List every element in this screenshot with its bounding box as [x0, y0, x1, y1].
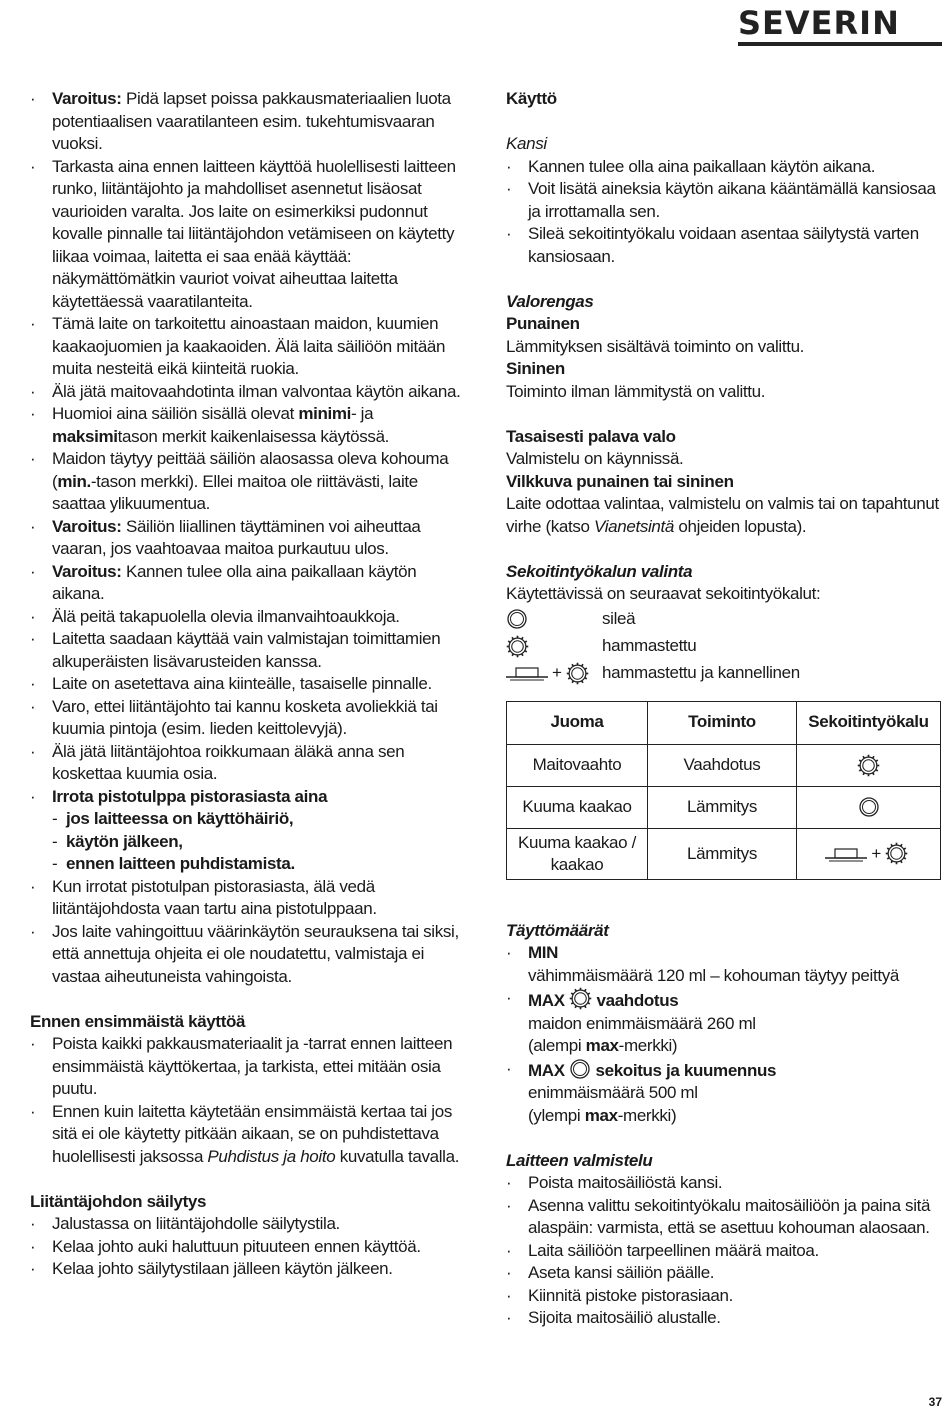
table-row	[507, 744, 941, 786]
drink-cell: Kuuma kaakao / kaakao	[507, 828, 648, 879]
bullet: ·	[30, 561, 36, 581]
fill-max1-line1: maidon enimmäismäärä 260 ml	[528, 1013, 756, 1033]
safety-text: Huomioi aina säiliön sisällä olevat	[52, 404, 299, 423]
unplug-subitem-text: käytön jälkeen,	[66, 831, 183, 851]
tool-heading: Sekoitintyökalun valinta	[506, 561, 693, 581]
toothed-whisk-icon	[506, 635, 529, 658]
table-header: Sekoitintyökalu	[797, 701, 941, 744]
tool-label: hammastettu	[602, 635, 697, 655]
bullet: ·	[30, 629, 36, 648]
prep-text: Poista maitosäiliöstä kansi.	[528, 1173, 723, 1192]
fill-max1-l2b: max	[585, 1036, 619, 1055]
safety-item	[30, 156, 470, 314]
safety-item	[30, 516, 470, 561]
tool-intro: Käytettävissä on seuraavat sekoitintyökalut:	[506, 584, 821, 603]
unplug-title: Irrota pistotulppa pistorasiasta aina	[52, 786, 328, 806]
safety-text: Laitetta saadaan käyttää vain valmistajan toimittamien alkuperäisten lisävarusteiden kanssa.	[52, 629, 441, 671]
table-row	[507, 786, 941, 828]
lid-text: Voit lisätä aineksia käytön aikana kääntämällä kansiosaa ja irrottamalla sen.	[528, 179, 936, 221]
dash: -	[52, 809, 58, 828]
blink-text-i: Vianetsintä	[594, 516, 675, 536]
blink-text-b: ohjeiden lopusta).	[674, 516, 807, 536]
fill-min-text: vähimmäismäärä 120 ml – kohouman täytyy peittyä	[528, 965, 899, 985]
bullet: ·	[506, 1173, 512, 1192]
lid-item	[506, 178, 942, 223]
dash: -	[52, 831, 58, 851]
prep-list	[506, 1172, 942, 1330]
safety-text: Säiliön liiallinen täyttäminen voi aiheuttaa vaaran, jos vaahtoavaa maitoa purkautuu ulos.	[52, 516, 421, 558]
unplug-subitem	[30, 831, 470, 854]
page-number: 37	[928, 1395, 942, 1409]
prep-text: Sijoita maitosäiliö alustalle.	[528, 1308, 721, 1327]
lid-plus-toothed-whisk-icon	[506, 662, 589, 685]
bullet: ·	[30, 606, 36, 626]
fill-heading: Täyttömäärät	[506, 920, 609, 940]
steady-heading: Tasaisesti palava valo	[506, 426, 676, 446]
prep-heading: Laitteen valmistelu	[506, 1150, 653, 1170]
lid-text: Sileä sekoitintyökalu voidaan asentaa säilytystä varten kansiosaan.	[528, 224, 919, 266]
bullet: ·	[30, 741, 36, 761]
prep-text: Laita säiliöön tarpeellinen määrä maitoa.	[528, 1240, 819, 1260]
tool-list	[506, 606, 942, 687]
bullet: ·	[30, 314, 36, 333]
cord-text: Jalustassa on liitäntäjohdolle säilytystila.	[52, 1214, 340, 1233]
safety-item	[30, 606, 470, 629]
function-cell: Lämmitys	[648, 828, 797, 879]
safety-bold: minimi	[298, 404, 351, 423]
prep-item	[506, 1172, 942, 1195]
safety-text: Maidon täytyy peittää säiliön alaosassa oleva kohouma (	[52, 449, 449, 491]
fill-max1-suffix: vaahdotus	[596, 991, 679, 1010]
plus-sign: +	[552, 662, 562, 682]
warning-label: Varoitus:	[52, 89, 122, 108]
fill-max2-l2a: (ylempi	[528, 1105, 585, 1125]
fill-max1-l2c: -merkki)	[618, 1036, 678, 1055]
bullet: ·	[30, 696, 36, 716]
fill-min-item	[506, 942, 942, 987]
bullet: ·	[30, 1034, 36, 1053]
use-heading: Käyttö	[506, 89, 557, 108]
safety-item	[30, 448, 470, 516]
safety-text: Laite on asetettava aina kiinteälle, tasaiselle pinnalle.	[52, 674, 432, 693]
prep-item	[506, 1285, 942, 1308]
lid-plus-toothed-whisk-icon	[825, 842, 908, 865]
table-header: Juoma	[507, 701, 648, 744]
safety-bold: min.	[57, 471, 91, 491]
safety-text: Tarkasta aina ennen laitteen käyttöä huolellisesti laitteen runko, liitäntäjohto ja mahdolliset asennetut lisäosat vaurioiden varalta. Jos laite on esimerkiksi pudonnut kovalle pinnalle tai liitäntäjohdon vetämiseen on käytetty liikaa voimaa, laitetta ei saa enää käyttää: näkymättömätkin vauriot voivat aiheuttaa laitetta käytettäessä vaaratilanteita.	[52, 156, 456, 311]
bullet: ·	[30, 516, 36, 536]
safety-item	[30, 741, 470, 786]
lid-text: Kannen tulee olla aina paikallaan käytön aikana.	[528, 156, 876, 176]
left-column	[30, 88, 470, 1281]
safety-item	[30, 628, 470, 673]
bullet: ·	[506, 1058, 512, 1078]
tool-label: hammastettu ja kannellinen	[602, 662, 800, 682]
tool-option	[506, 606, 942, 633]
table-body	[507, 744, 941, 879]
cord-text: Kelaa johto säilytystilaan jälleen käytön jälkeen.	[52, 1259, 393, 1278]
smooth-whisk-icon	[506, 608, 528, 630]
unplug-item	[30, 786, 470, 809]
warning-label: Varoitus:	[52, 516, 122, 536]
bullet: ·	[506, 224, 512, 243]
toothed-whisk-icon	[569, 987, 592, 1010]
safety-text: Kun irrotat pistotulpan pistorasiasta, älä vedä liitäntäjohdosta vaan tartu aina pistotulppaan.	[52, 876, 377, 918]
safety-text: Jos laite vahingoittuu väärinkäytön seurauksena tai siksi, että annettuja ohjeita ei ole noudatettu, valmistaja ei vastaa aiheutuneista vahingoista.	[52, 921, 459, 986]
bullet: ·	[30, 449, 36, 468]
fill-max1-l2a: (alempi	[528, 1036, 586, 1055]
warning-label: Varoitus:	[52, 561, 122, 581]
light-ring-heading: Valorengas	[506, 291, 594, 311]
bullet: ·	[30, 1236, 36, 1256]
plus-sign: +	[871, 843, 881, 863]
safety-item	[30, 876, 470, 921]
bullet: ·	[506, 1240, 512, 1260]
safety-text: tason merkit kaikenlaisessa käytössä.	[117, 426, 390, 446]
drink-cell: Kuuma kaakao	[507, 786, 648, 828]
bullet: ·	[30, 404, 36, 423]
first-use-item	[30, 1033, 470, 1101]
bullet: ·	[30, 89, 36, 108]
fill-min-label: MIN	[528, 943, 559, 962]
safety-list-2	[30, 876, 470, 989]
cord-storage-heading: Liitäntäjohdon säilytys	[30, 1191, 207, 1211]
first-use-text-2a: Ennen kuin laitetta käytetään ensimmäistä kertaa tai jos sitä ei ole käytetty pitkään aikaan, se on puhdistettava huolellisesti jaksossa	[52, 1101, 452, 1166]
tool-cell	[797, 744, 941, 786]
prep-text: Aseta kansi säiliön päälle.	[528, 1263, 715, 1282]
table-header-row	[507, 701, 941, 744]
safety-item	[30, 561, 470, 606]
bullet: ·	[506, 1308, 512, 1327]
tool-cell	[797, 828, 941, 879]
cord-text: Kelaa johto auki haluttuun pituuteen ennen käyttöä.	[52, 1236, 421, 1256]
bullet: ·	[506, 1285, 512, 1305]
safety-text: -tason merkki). Ellei maitoa ole riittävästi, laite saattaa ylikuumentua.	[52, 471, 418, 513]
safety-text: Varo, ettei liitäntäjohto tai kannu kosketa avoliekkiä tai kuumia pintoja (esim. lieden keittolevyjä).	[52, 696, 438, 738]
smooth-whisk-icon	[569, 1058, 591, 1080]
prep-item	[506, 1195, 942, 1240]
safety-text: Älä peitä takapuolella olevia ilmanvaihtoaukkoja.	[52, 606, 400, 626]
prep-text: Kiinnitä pistoke pistorasiaan.	[528, 1285, 733, 1305]
cord-item	[30, 1236, 470, 1259]
fill-max2-l2b: max	[584, 1105, 618, 1125]
prep-text: Asenna valittu sekoitintyökalu maitosäiliöön ja paina sitä alaspäin: varmista, että se asettuu kohouman alaosaan.	[528, 1195, 931, 1237]
safety-item	[30, 696, 470, 741]
blink-text-a: Laite odottaa valintaa, valmistelu on valmis tai on tapahtunut virhe (katso	[506, 494, 939, 536]
red-heading: Punainen	[506, 314, 580, 333]
blue-heading: Sininen	[506, 359, 565, 378]
smooth-whisk-icon	[858, 796, 880, 818]
function-cell: Lämmitys	[648, 786, 797, 828]
right-column	[506, 88, 942, 1330]
lid-item	[506, 156, 942, 179]
bullet: ·	[506, 179, 512, 198]
blink-heading: Vilkkuva punainen tai sininen	[506, 471, 734, 491]
fill-max2-suffix: sekoitus ja kuumennus	[595, 1060, 777, 1080]
tool-table	[506, 701, 941, 880]
bullet: ·	[30, 876, 36, 896]
bullet: ·	[30, 156, 36, 176]
first-use-text-1: Poista kaikki pakkausmateriaalit ja -tarrat ennen laitteen ensimmäistä käyttökertaa, ja tarkista, ettei mitään osia puutu.	[52, 1034, 453, 1098]
lid-heading: Kansi	[506, 134, 547, 153]
safety-item	[30, 673, 470, 696]
bullet: ·	[30, 674, 36, 693]
safety-text: Kannen tulee olla aina paikallaan käytön aikana.	[52, 561, 417, 603]
logo-underline	[738, 42, 942, 46]
toothed-whisk-icon	[857, 754, 880, 777]
fill-max1-item	[506, 987, 942, 1058]
steady-text: Valmistelu on käynnissä.	[506, 449, 684, 468]
table-row	[507, 828, 941, 879]
safety-item	[30, 313, 470, 381]
brand-name: SEVERIN	[738, 4, 900, 42]
bullet: ·	[30, 921, 36, 941]
fill-max2-item	[506, 1058, 942, 1128]
safety-item	[30, 403, 470, 448]
table-header: Toiminto	[648, 701, 797, 744]
safety-bold: maksimi	[52, 426, 118, 446]
red-text: Lämmityksen sisältävä toiminto on valittu.	[506, 336, 805, 356]
safety-item	[30, 381, 470, 404]
bullet: ·	[506, 988, 512, 1007]
first-use-heading: Ennen ensimmäistä käyttöä	[30, 1011, 246, 1031]
safety-text: Tämä laite on tarkoitettu ainoastaan maidon, kuumien kaakaojuomien ja kaakaoiden. Älä laita säiliöön mitään muita nesteitä eikä kiinteitä ruokia.	[52, 314, 446, 378]
lid-item	[506, 223, 942, 268]
lid-list	[506, 156, 942, 269]
fill-max2-l2c: -merkki)	[617, 1105, 677, 1125]
dash: -	[52, 854, 58, 873]
unplug-subitem	[30, 853, 470, 876]
bullet: ·	[30, 1214, 36, 1233]
first-use-text-2b: kuvatulla tavalla.	[335, 1146, 460, 1166]
function-cell: Vaahdotus	[648, 744, 797, 786]
unplug-subitem-text: ennen laitteen puhdistamista.	[66, 854, 295, 873]
safety-text: Pidä lapset poissa pakkausmateriaalien luota potentiaalisen vaaratilanteen esim. tukehtumisvaaran vuoksi.	[52, 89, 451, 153]
prep-item	[506, 1262, 942, 1285]
blink-text	[506, 493, 942, 538]
bullet: ·	[30, 1101, 36, 1121]
bullet: ·	[506, 156, 512, 176]
tool-option	[506, 633, 942, 660]
bullet: ·	[506, 943, 512, 962]
unplug-subitem	[30, 808, 470, 831]
unplug-sublist	[30, 808, 470, 876]
tool-label: sileä	[602, 608, 636, 628]
safety-text: Älä jätä liitäntäjohtoa roikkumaan äläkä anna sen koskettaa kuumia osia.	[52, 741, 405, 783]
bullet: ·	[506, 1195, 512, 1215]
fill-max2-label: MAX	[528, 1060, 565, 1080]
tool-option	[506, 660, 942, 687]
blue-text: Toiminto ilman lämmitystä on valittu.	[506, 381, 766, 401]
safety-item	[30, 921, 470, 989]
bullet: ·	[30, 1259, 36, 1278]
unplug-subitem-text: jos laitteessa on käyttöhäiriö,	[66, 809, 294, 828]
drink-cell: Maitovaahto	[507, 744, 648, 786]
cord-list	[30, 1213, 470, 1281]
severin-logo	[738, 6, 942, 46]
safety-text: - ja	[351, 404, 374, 423]
bullet: ·	[506, 1263, 512, 1282]
safety-list	[30, 88, 470, 786]
cord-item	[30, 1213, 470, 1236]
fill-max2-line1: enimmäismäärä 500 ml	[528, 1083, 698, 1102]
bullet: ·	[30, 381, 36, 401]
tool-cell	[797, 786, 941, 828]
prep-item	[506, 1240, 942, 1263]
bullet: ·	[30, 786, 36, 806]
safety-text: Älä jätä maitovaahdotinta ilman valvontaa käytön aikana.	[52, 381, 461, 401]
safety-item	[30, 88, 470, 156]
first-use-text-2i: Puhdistus ja hoito	[207, 1146, 336, 1166]
prep-item	[506, 1307, 942, 1330]
fill-max1-label: MAX	[528, 991, 565, 1010]
cord-item	[30, 1258, 470, 1281]
first-use-item	[30, 1101, 470, 1169]
